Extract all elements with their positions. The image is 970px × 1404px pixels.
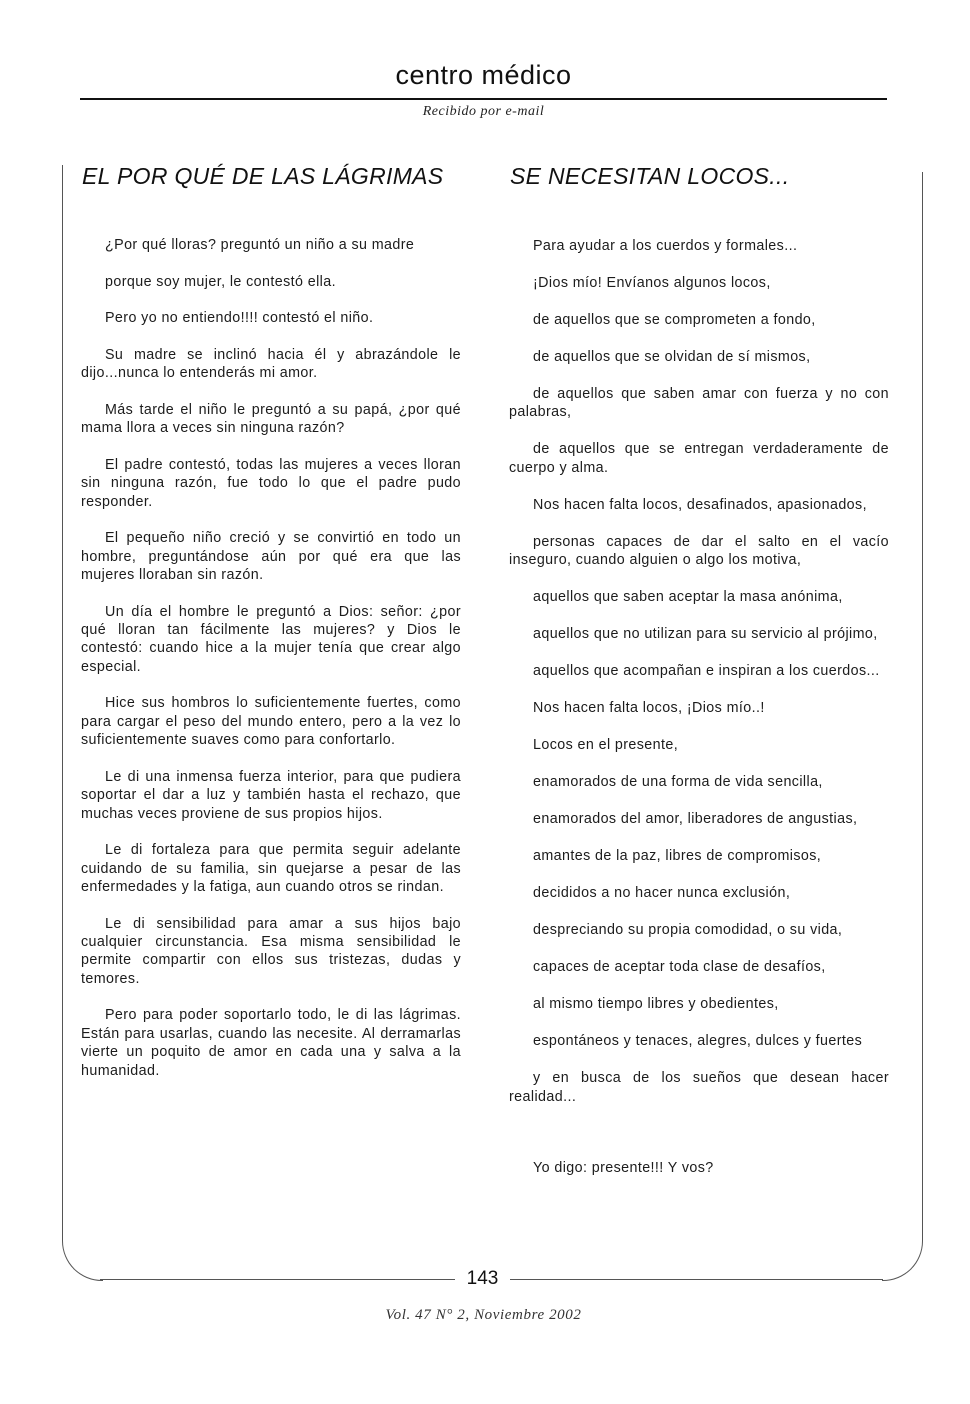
left-article-body bbox=[81, 236, 461, 1098]
paragraph: porque soy mujer, le contestó ella. bbox=[105, 273, 336, 290]
paragraph: de aquellos que se entregan verdaderamente de cuerpo y alma. bbox=[509, 441, 889, 476]
paragraph: ¡Dios mío! Envíanos algunos locos, bbox=[533, 275, 771, 291]
header-subtitle: Recibido por e-mail bbox=[422, 104, 545, 119]
paragraph: aquellos que saben aceptar la masa anónima, bbox=[533, 589, 843, 606]
closing-line: Yo digo: presente!!! Y vos? bbox=[533, 1160, 714, 1177]
paragraph: Hice sus hombros lo suficientemente fuertes, como para cargar el peso del mundo entero, pero a la vez lo suficientemente suaves como para confortarlo. bbox=[81, 695, 461, 749]
paragraph: Más tarde el niño le preguntó a su papá, ¿por qué mama llora a veces sin ninguna razón? bbox=[81, 401, 461, 437]
paragraph: de aquellos que se comprometen a fondo, bbox=[533, 312, 816, 328]
paragraph: y en busca de los sueños que desean hacer realidad... bbox=[509, 1070, 889, 1105]
right-article-title: SE NECESITAN LOCOS... bbox=[510, 163, 790, 189]
paragraph: El padre contestó, todas las mujeres a veces lloran sin ninguna razón, fue todo lo que el padre pudo responder. bbox=[81, 456, 461, 510]
paragraph: Nos hacen falta locos, desafinados, apasionados, bbox=[533, 496, 867, 513]
paragraph: aquellos que no utilizan para su servicio al prójimo, bbox=[533, 626, 878, 643]
paragraph: de aquellos que saben amar con fuerza y no con palabras, bbox=[509, 386, 889, 421]
paragraph: al mismo tiempo libres y obedientes, bbox=[533, 996, 779, 1013]
paragraph: de aquellos que se olvidan de sí mismos, bbox=[533, 349, 811, 365]
paragraph: El pequeño niño creció y se convirtió en todo un hombre, preguntándose aún por qué era que las mujeres lloraban sin razón. bbox=[81, 530, 461, 583]
paragraph: Nos hacen falta locos, ¡Dios mío..! bbox=[533, 700, 765, 717]
paragraph: Le di una inmensa fuerza interior, para que pudiera soportar el dar a luz y también hasta el rechazo, que muchas veces proviene de sus propios hijos. bbox=[81, 768, 461, 822]
paragraph: Pero yo no entiendo!!!! contestó el niño. bbox=[105, 310, 374, 327]
paragraph: Le di fortaleza para que permita seguir adelante cuidando de su familia, sin quejarse a pesar de las enfermedades y la fatiga, aun cuando otros se rindan. bbox=[81, 842, 461, 896]
right-article-body bbox=[509, 237, 889, 1196]
frame-bottom-rule-left bbox=[100, 1279, 455, 1280]
paragraph: enamorados de una forma de vida sencilla, bbox=[533, 774, 823, 791]
frame-bottom-rule-right bbox=[510, 1279, 883, 1280]
paragraph: decididos a no hacer nunca exclusión, bbox=[533, 885, 791, 902]
paragraph: Locos en el presente, bbox=[533, 737, 679, 754]
paragraph: despreciando su propia comodidad, o su vida, bbox=[533, 922, 843, 939]
paragraph: Pero para poder soportarlo todo, le di las lágrimas. Están para usarlas, cuando las necesite. Al derramarlas vierte un poquito de amor en cada una y salva a la humanidad. bbox=[81, 1007, 461, 1079]
paragraph: aquellos que acompañan e inspiran a los cuerdos... bbox=[533, 663, 880, 680]
paragraph: Le di sensibilidad para amar a sus hijos bajo cualquier circunstancia. Esa misma sensibilidad le permite compartir con ellos sus tristezas, dudas y temores. bbox=[81, 915, 461, 987]
paragraph: Un día el hombre le preguntó a Dios: señor: ¿por qué lloran tan fácilmente las mujeres? y Dios le contestó: cuando hice a la mujer tenía que crear algo especial. bbox=[81, 603, 461, 675]
paragraph: enamorados del amor, liberadores de angustias, bbox=[533, 811, 858, 828]
issue-footer: Vol. 47 N° 2, Noviembre 2002 bbox=[385, 1307, 582, 1323]
paragraph: amantes de la paz, libres de compromisos, bbox=[533, 848, 822, 865]
paragraph: Su madre se inclinó hacia él y abrazándole le dijo...nunca lo entenderás mi amor. bbox=[81, 346, 461, 382]
page-number: 143 bbox=[466, 1268, 499, 1289]
running-head: centro médico bbox=[395, 60, 572, 90]
paragraph: espontáneos y tenaces, alegres, dulces y fuertes bbox=[533, 1033, 863, 1050]
paragraph: ¿Por qué lloras? preguntó un niño a su madre bbox=[105, 237, 415, 253]
header-rule bbox=[80, 98, 887, 100]
left-article-title: EL POR QUÉ DE LAS LÁGRIMAS bbox=[82, 163, 444, 189]
paragraph: capaces de aceptar toda clase de desafíos, bbox=[533, 959, 826, 976]
paragraph: personas capaces de dar el salto en el vacío inseguro, cuando alguien o algo los motiva, bbox=[509, 533, 889, 569]
paragraph: Para ayudar a los cuerdos y formales... bbox=[533, 238, 798, 254]
